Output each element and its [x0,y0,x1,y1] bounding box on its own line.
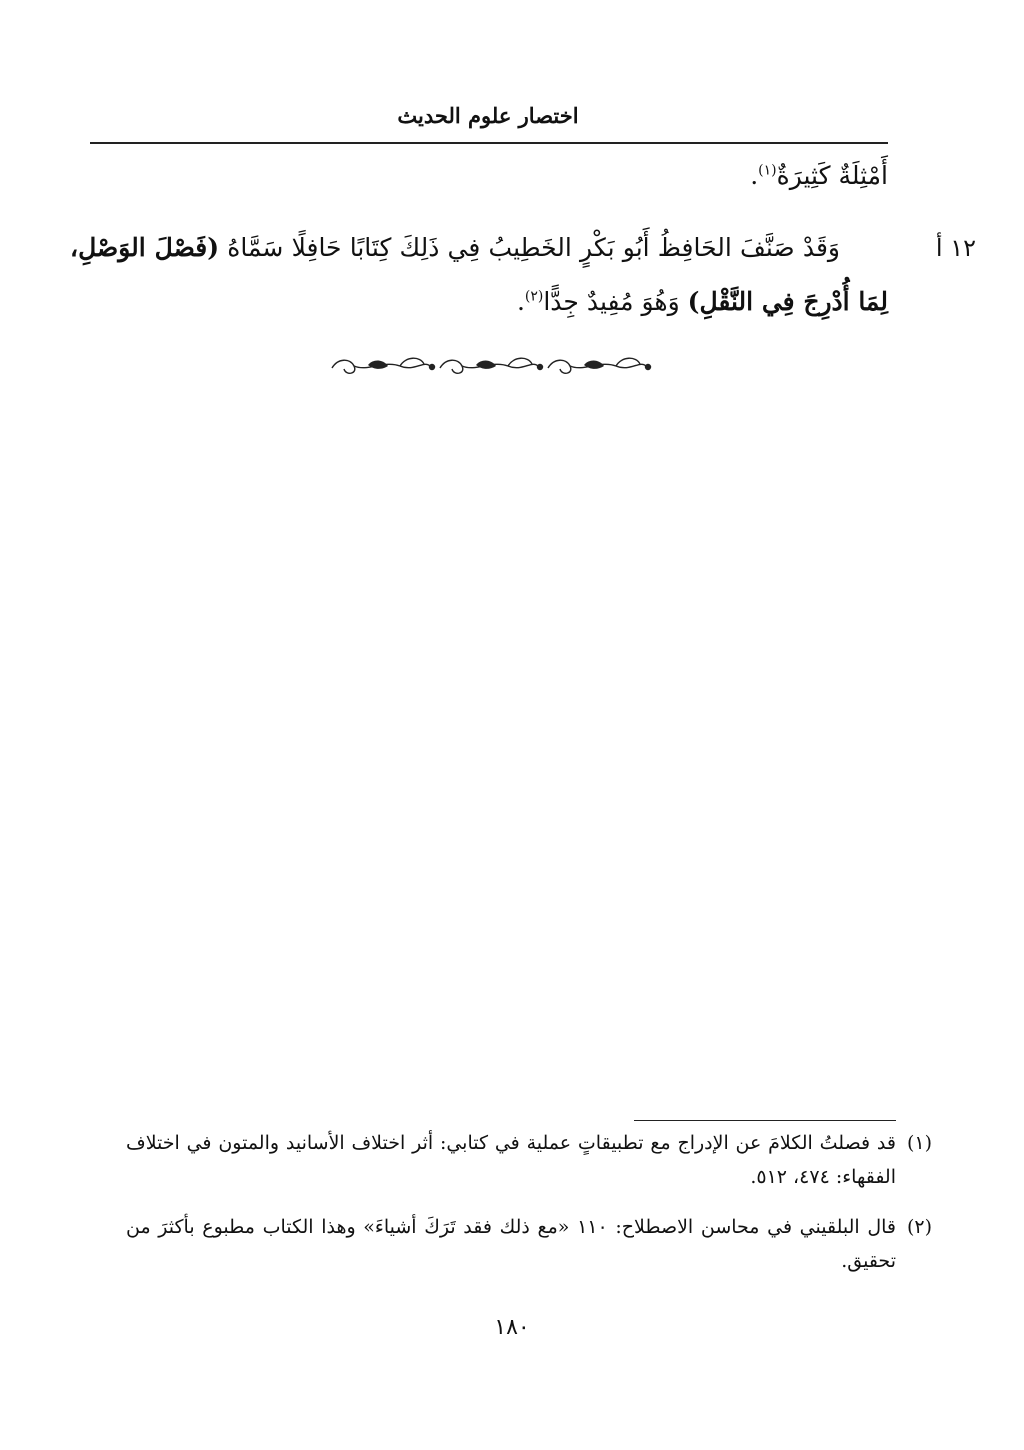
line-1-end: . [750,161,759,190]
footnote-1-text: قد فصلتُ الكلامَ عن الإدراج مع تطبيقاتٍ عملية في كتابي: أثر اختلاف الأسانيد والمتون في اختلاف الفقهاء: ٤٧٤، ٥١٢. [126,1132,896,1188]
main-text-line-3 [70,282,888,322]
footnote-2-marker: (٢) [906,1216,932,1238]
main-text-line-1 [70,156,888,196]
running-header: اختصار علوم الحديث [397,103,579,128]
footnote-1 [126,1126,932,1194]
line-2-text: وَقَدْ صَنَّفَ الحَافِظُ أَبُو بَكْرٍ الخَطِيبُ فِي ذَلِكَ كِتَابًا حَافِلًا سَمَّاهُ [227,233,840,262]
footnote-2-text: قال البلقيني في محاسن الاصطلاح: ١١٠ «مع ذلك فقد تَرَكَ أشياءَ» وهذا الكتاب مطبوع بأكثرَ من تحقيق. [126,1216,897,1272]
footnote-ref-1[interactable]: (١) [758,162,777,179]
line-3-text: وَهُوَ مُفِيدٌ جِدًّا [543,287,680,316]
footnote-ref-2[interactable]: (٢) [524,288,544,305]
book-title-part-1: (فَصْلَ الوَصْلِ، [70,233,220,262]
footnote-rule [634,1120,896,1121]
page-number: ١٨٠ [494,1315,530,1340]
line-3-end: . [516,287,525,316]
book-title-part-2: لِمَا أُدْرِجَ فِي النَّقْلِ) [687,287,888,316]
footnote-2 [126,1210,932,1278]
line-1-text: أَمْثِلَةٌ كَثِيرَةٌ [776,161,888,190]
section-ornament-icon [328,352,652,380]
header-rule [90,142,888,144]
footnote-1-marker: (١) [906,1132,932,1154]
main-text-line-2 [70,228,888,268]
margin-reference: ١٢ أ [935,234,976,262]
